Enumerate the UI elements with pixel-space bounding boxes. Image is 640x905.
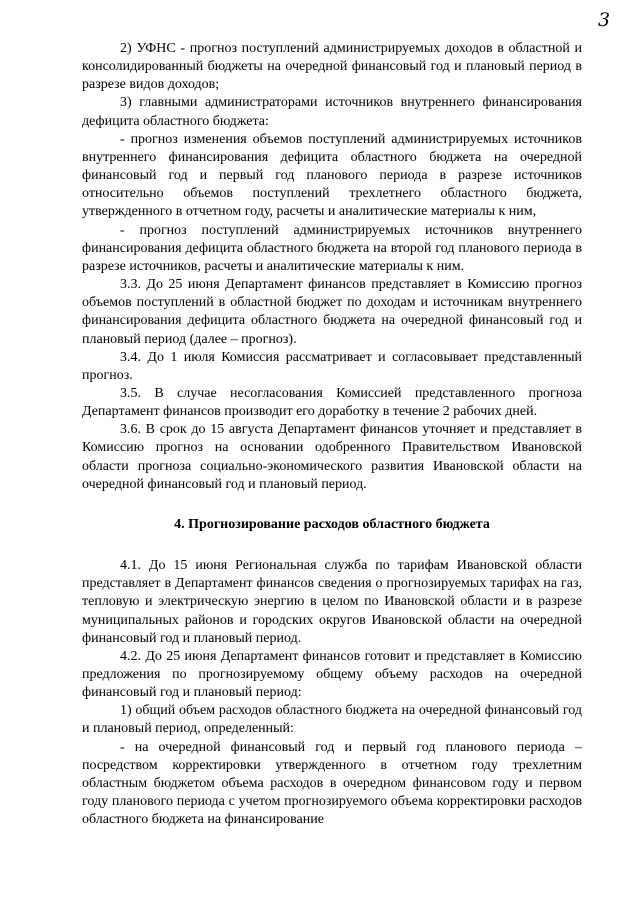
paragraph-forecast-second-year: - прогноз поступлений администрируемых источников внутреннего финансирования дефицита областного бюджета на второй год планового периода в разрезе источников, расчеты и аналитические материалы к ним. — [82, 222, 582, 274]
paragraph-3-5: 3.5. В случае несогласования Комиссией представленного прогноза Департамент финансов производит его доработку в течение 2 рабочих дней. — [82, 385, 582, 420]
paragraph-total-expenses: 1) общий объем расходов областного бюджета на очередной финансовый год и плановый период, определенный: — [82, 703, 582, 737]
document-body — [82, 40, 582, 829]
page-number: 3 — [597, 9, 611, 31]
paragraph-4-2: 4.2. До 25 июня Департамент финансов готовит и представляет в Комиссию предложения по прогнозируемому общему объему расходов на очередной финансовый год и плановый период: — [82, 648, 582, 701]
paragraph-3-3: 3.3. До 25 июня Департамент финансов представляет в Комиссию прогноз объемов поступлений в областной бюджет по доходам и источникам внутреннего финансирования дефицита областного бюджета на очередной финансовый год и плановый период (далее – прогноз). — [82, 277, 582, 347]
paragraph-ufns: 2) УФНС - прогноз поступлений администрируемых доходов в областной и консолидированный бюджеты на очередной финансовый год и плановый период в разрезе видов доходов; — [82, 41, 582, 93]
paragraph-first-year-adjustment: - на очередной финансовый год и первый год планового периода – посредством корректировки утвержденного в отчетном году трехлетним областным бюджетом объема расходов в очередном финансовом году и первом году планового периода с учетом прогнозируемого объема корректировки расходов областного бюджета на финансирование — [82, 739, 582, 828]
paragraph-3-6: 3.6. В срок до 15 августа Департамент финансов уточняет и представляет в Комиссию прогноз на основании одобренного Правительством Ивановской области прогноза социально-экономического развития Ивановской области на очередной финансовый год и плановый период. — [82, 422, 582, 492]
paragraph-main-administrators: 3) главными администраторами источников внутреннего финансирования дефицита областного бюджета: — [82, 95, 582, 129]
paragraph-3-4: 3.4. До 1 июля Комиссия рассматривает и согласовывает представленный прогноз. — [82, 349, 582, 383]
paragraph-4-1: 4.1. До 15 июня Региональная служба по тарифам Ивановской области представляет в Департамент финансов сведения о прогнозируемых тарифах на газ, тепловую и электрическую энергию в целом по Ивановской области и в разрезе муниципальных районов и городских округов Ивановской области на очередной финансовый год и плановый период. — [82, 558, 582, 646]
section-heading: 4. Прогнозирование расходов областного бюджета — [174, 516, 490, 532]
paragraph-forecast-changes: - прогноз изменения объемов поступлений администрируемых источников внутреннего финансирования дефицита областного бюджета на очередной финансовый год и первый год планового периода в разрезе источников относительно объемов поступлений трехлетнего областного бюджета, утвержденного в отчетном году, расчеты и аналитические материалы к ним, — [82, 131, 582, 220]
